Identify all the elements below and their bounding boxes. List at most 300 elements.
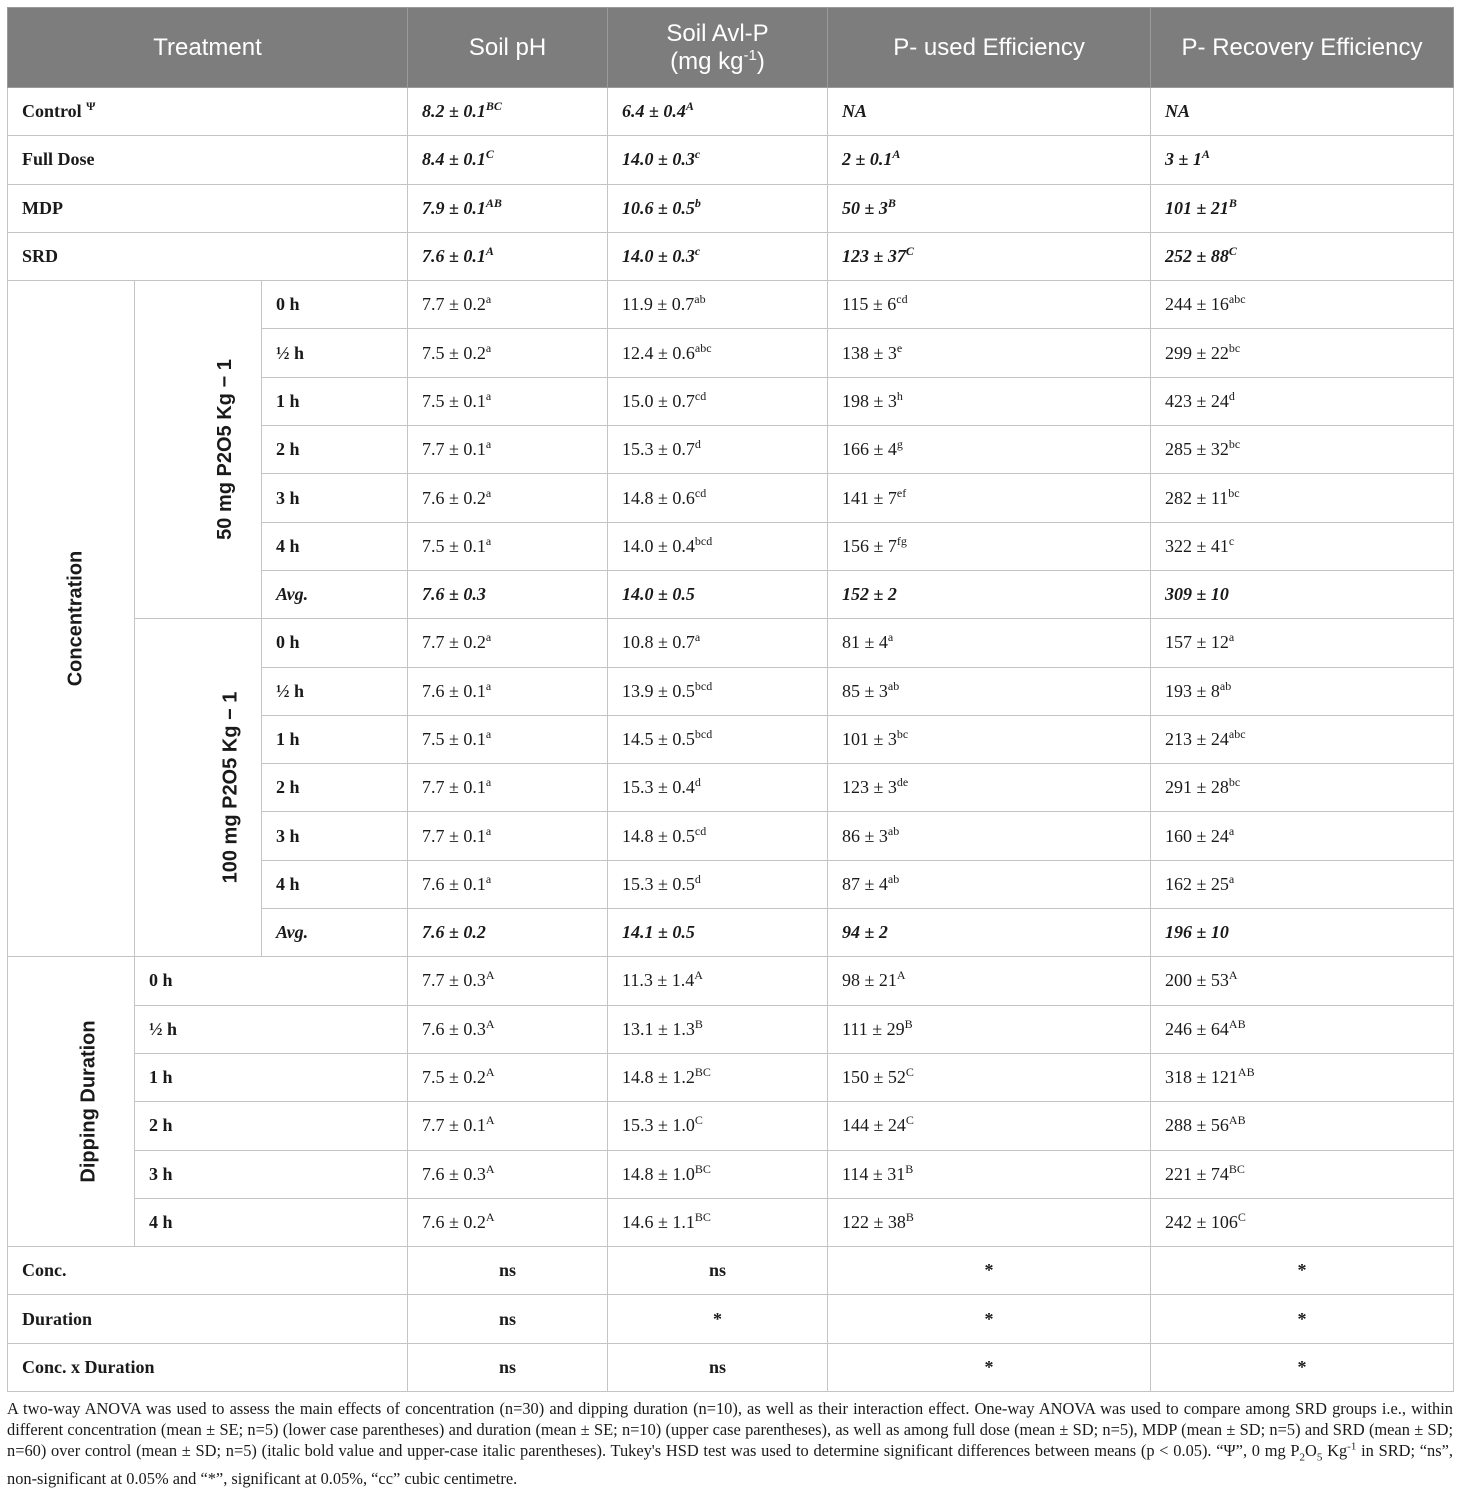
p-used-cell-letter: B [905,1209,914,1224]
p-used-cell-letter: e [896,340,903,355]
soil-avl-p-cell [608,88,828,136]
soil-avl-p-cell-letter: cd [694,388,707,403]
anova-significance-value: ns [709,1260,727,1281]
p-recovery-cell [1151,715,1454,763]
p-used-cell [828,426,1151,474]
p-recovery-cell [1151,812,1454,860]
p-used-cell [828,1102,1151,1150]
soil-ph-cell-letter: a [485,437,492,452]
p-used-cell-value: 115 ± 6 [842,294,897,315]
soil-avl-p-cell-letter: a [694,630,701,645]
soil-ph-cell-letter: A [485,1065,495,1080]
soil-ph-cell-value: 7.6 ± 0.3 [422,1163,486,1184]
anova-significance-value: * [713,1308,723,1329]
anova-significance-cell [608,1295,828,1343]
soil-ph-cell [408,619,608,667]
soil-avl-p-cell-letter: d [694,775,701,790]
soil-ph-cell [408,570,608,618]
soil-avl-p-cell [608,1053,828,1101]
p-recovery-cell [1151,329,1454,377]
time-label-text: 0 h [149,970,173,991]
time-label-text: ½ h [276,342,305,363]
soil-avl-p-cell-letter: BC [694,1161,711,1176]
table-container [7,7,1453,1489]
soil-avl-p-cell-letter: d [694,871,701,886]
soil-avl-p-cell-letter: ab [694,292,706,307]
time-label-text: 0 h [276,632,300,653]
soil-avl-p-cell-value: 14.8 ± 0.5 [622,825,695,846]
soil-avl-p-cell-value: 15.3 ± 0.5 [622,873,695,894]
anova-significance-value: ns [499,1260,517,1281]
soil-avl-p-cell [608,715,828,763]
p-used-cell-letter: C [905,1065,914,1080]
soil-ph-cell-value: 7.6 ± 0.2 [422,487,486,508]
p-recovery-cell-letter: bc [1228,437,1241,452]
soil-ph-cell-value: 7.6 ± 0.1 [422,246,486,267]
time-label [262,860,408,908]
time-label-text: 2 h [149,1115,173,1136]
soil-ph-cell-letter: A [485,1161,495,1176]
anova-significance-cell [1151,1295,1454,1343]
p-used-cell-value: 138 ± 3 [842,342,897,363]
p-used-cell-letter: A [892,147,901,162]
p-recovery-cell-value: 160 ± 24 [1165,825,1229,846]
soil-avl-p-cell [608,329,828,377]
results-table [7,7,1454,1392]
soil-avl-p-cell-value: 14.8 ± 1.2 [622,1067,695,1088]
soil-avl-p-cell [608,1102,828,1150]
anova-significance-value: * [1297,1260,1307,1281]
soil-ph-cell [408,1053,608,1101]
anova-row [8,1343,1454,1391]
p-used-cell [828,281,1151,329]
anova-significance-value: ns [499,1308,517,1329]
p-recovery-cell-value: 244 ± 16 [1165,294,1229,315]
soil-avl-p-cell [608,909,828,957]
soil-ph-cell [408,1198,608,1246]
soil-avl-p-cell-letter: A [694,968,703,983]
soil-ph-cell-value: 7.7 ± 0.2 [422,632,486,653]
anova-label-text: Duration [22,1308,93,1329]
soil-avl-p-cell [608,957,828,1005]
p-recovery-cell-value: 101 ± 21 [1165,197,1229,218]
table-row [8,136,1454,184]
soil-ph-cell-letter: a [485,292,492,307]
anova-significance-value: * [1297,1308,1307,1329]
p-recovery-cell-value: 291 ± 28 [1165,777,1229,798]
p-used-cell-value: 2 ± 0.1 [842,149,893,170]
time-label-text: 1 h [276,390,300,411]
soil-ph-cell-value: 7.6 ± 0.3 [422,1018,486,1039]
p-recovery-cell-letter: c [1228,533,1235,548]
time-label [262,522,408,570]
soil-avl-p-cell-value: 6.4 ± 0.4 [622,101,686,122]
soil-avl-p-cell [608,570,828,618]
p-recovery-cell [1151,136,1454,184]
table-row [8,281,1454,329]
anova-label [8,1343,408,1391]
treatment-name: Control [22,101,82,122]
treatment-name: MDP [22,197,63,218]
time-label-text: 2 h [276,439,300,460]
table-row [8,1150,1454,1198]
soil-avl-p-cell-letter: cd [694,823,707,838]
soil-ph-cell [408,329,608,377]
soil-ph-cell [408,860,608,908]
soil-avl-p-cell-letter: c [694,244,701,259]
soil-ph-cell-letter: AB [485,195,502,210]
soil-ph-cell-value: 7.5 ± 0.1 [422,535,486,556]
p-recovery-cell [1151,1005,1454,1053]
anova-significance-cell [1151,1247,1454,1295]
p-used-cell-value: 198 ± 3 [842,390,897,411]
soil-ph-cell [408,1150,608,1198]
time-label-text: 4 h [149,1211,173,1232]
soil-ph-cell-letter: A [485,1209,495,1224]
concentration-group-label-text: 100 mg P2O5 Kg − 1 [219,691,242,884]
p-recovery-cell-letter: B [1228,195,1237,210]
anova-significance-value: ns [709,1356,727,1377]
time-label [262,667,408,715]
p-used-cell-value: 86 ± 3 [842,825,888,846]
anova-significance-value: * [984,1356,994,1377]
p-recovery-cell [1151,909,1454,957]
soil-avl-p-cell-value: 14.5 ± 0.5 [622,729,695,749]
soil-ph-cell [408,88,608,136]
soil-ph-cell-value: 8.2 ± 0.1 [422,101,486,122]
p-used-cell [828,88,1151,136]
treatment-label [8,232,408,280]
p-recovery-cell [1151,474,1454,522]
soil-ph-cell [408,184,608,232]
p-used-cell-letter: a [887,630,894,645]
p-used-cell [828,812,1151,860]
soil-ph-cell [408,522,608,570]
p-used-cell-value: 101 ± 3 [842,729,897,749]
soil-avl-p-cell [608,1005,828,1053]
table-row [8,1053,1454,1101]
soil-avl-p-cell-value: 15.3 ± 0.4 [622,777,695,798]
soil-avl-p-cell [608,136,828,184]
p-recovery-cell-value: 196 ± 10 [1165,922,1229,943]
soil-avl-p-cell-letter: cd [694,485,707,500]
header-soil-ph: Soil pH [408,8,608,88]
soil-avl-p-cell-value: 14.8 ± 1.0 [622,1163,695,1184]
table-row [8,88,1454,136]
p-recovery-cell [1151,957,1454,1005]
p-used-cell-letter: B [904,1016,913,1031]
time-label [135,1102,408,1150]
table-row [8,1005,1454,1053]
p-used-cell-value: 98 ± 21 [842,970,897,991]
anova-significance-cell [608,1247,828,1295]
p-used-cell-value: 122 ± 38 [842,1211,906,1232]
p-used-cell [828,232,1151,280]
p-used-cell-value: 94 ± 2 [842,922,888,943]
soil-avl-p-cell-value: 14.0 ± 0.3 [622,149,695,170]
p-recovery-cell [1151,619,1454,667]
avg-label [262,909,408,957]
p-recovery-cell [1151,88,1454,136]
p-used-cell-value: 141 ± 7 [842,487,897,508]
soil-avl-p-cell-value: 14.8 ± 0.6 [622,487,695,508]
soil-ph-cell-letter: A [485,1016,495,1031]
table-row [8,957,1454,1005]
p-used-cell-letter: B [905,1161,914,1176]
p-used-cell [828,136,1151,184]
soil-ph-cell-value: 7.5 ± 0.2 [422,1067,486,1088]
p-used-cell [828,184,1151,232]
p-recovery-cell-value: 246 ± 64 [1165,1018,1229,1039]
p-recovery-cell-letter: bc [1228,775,1241,790]
p-recovery-cell-letter: ab [1219,678,1232,693]
table-row [8,619,1454,667]
p-recovery-cell-letter: d [1228,388,1235,403]
p-recovery-cell-value: 288 ± 56 [1165,1115,1229,1136]
soil-ph-cell [408,1102,608,1150]
soil-avl-p-cell-letter: c [694,147,701,162]
p-recovery-cell-letter: C [1228,244,1237,259]
soil-ph-cell-letter: a [485,727,492,741]
time-label [135,1053,408,1101]
p-used-cell [828,957,1151,1005]
soil-ph-cell-letter: a [485,630,492,645]
soil-ph-cell-letter: C [485,147,494,162]
anova-significance-cell [608,1343,828,1391]
soil-avl-p-cell-letter: bcd [694,678,713,693]
anova-significance-cell [408,1343,608,1391]
time-label-text: 3 h [276,487,300,508]
soil-avl-p-cell [608,426,828,474]
soil-avl-p-cell [608,812,828,860]
soil-ph-cell-value: 7.9 ± 0.1 [422,197,486,218]
anova-significance-cell [1151,1343,1454,1391]
time-label-text: 4 h [276,873,300,894]
p-used-cell-value: 87 ± 4 [842,873,888,894]
p-used-cell [828,860,1151,908]
p-recovery-cell-value: 162 ± 25 [1165,873,1229,894]
soil-avl-p-cell-letter: d [694,437,701,452]
soil-ph-cell-letter: a [485,823,492,838]
header-p-recovery-efficiency: P- Recovery Efficiency [1151,8,1454,88]
p-used-cell [828,1198,1151,1246]
soil-ph-cell [408,667,608,715]
table-row [8,1102,1454,1150]
soil-avl-p-cell [608,377,828,425]
soil-ph-cell [408,377,608,425]
soil-avl-p-cell-letter: C [694,1113,703,1128]
p-recovery-cell-value: 423 ± 24 [1165,390,1229,411]
anova-label [8,1247,408,1295]
soil-avl-p-cell-value: 11.3 ± 1.4 [622,970,695,991]
p-used-cell [828,764,1151,812]
soil-ph-cell [408,715,608,763]
dipping-duration-label-text: Dipping Duration [77,1020,100,1183]
time-label [135,1150,408,1198]
p-recovery-cell [1151,860,1454,908]
p-recovery-cell-letter: A [1228,968,1238,983]
soil-avl-p-cell [608,619,828,667]
soil-ph-cell-value: 7.7 ± 0.1 [422,777,486,798]
time-label [262,619,408,667]
concentration-label [8,281,135,957]
p-recovery-cell-letter: a [1228,871,1235,886]
soil-ph-cell [408,909,608,957]
p-used-cell [828,1150,1151,1198]
soil-ph-cell-letter: a [485,340,492,355]
p-used-cell [828,715,1151,763]
concentration-group-label [135,281,262,619]
concentration-group-label-text: 50 mg P2O5 Kg − 1 [213,359,236,541]
soil-ph-cell [408,812,608,860]
p-used-cell-value: 50 ± 3 [842,197,888,218]
p-recovery-cell-value: 3 ± 1 [1165,149,1202,170]
anova-label-text: Conc. [22,1260,67,1281]
anova-row [8,1295,1454,1343]
soil-avl-p-cell [608,281,828,329]
p-used-cell-value: 81 ± 4 [842,632,888,653]
p-recovery-cell-value: 282 ± 11 [1165,487,1229,508]
soil-avl-p-cell-value: 14.0 ± 0.3 [622,246,695,267]
anova-significance-cell [408,1295,608,1343]
soil-avl-p-cell-value: 13.9 ± 0.5 [622,680,695,701]
p-used-cell-letter: fg [896,533,907,548]
soil-avl-p-cell-letter: bcd [694,533,713,548]
time-label-text: 1 h [149,1067,173,1088]
soil-ph-cell-value: 7.6 ± 0.3 [422,584,486,605]
soil-avl-p-cell-value: 14.1 ± 0.5 [622,922,695,943]
p-recovery-cell-value: 157 ± 12 [1165,632,1229,653]
soil-ph-cell-value: 7.7 ± 0.3 [422,970,486,991]
p-used-cell-letter: g [896,437,903,452]
p-used-cell [828,329,1151,377]
soil-ph-cell-value: 8.4 ± 0.1 [422,149,486,170]
p-recovery-cell-value: 322 ± 41 [1165,535,1229,556]
time-label-text: 2 h [276,777,300,798]
concentration-group-label [135,619,262,957]
p-recovery-cell [1151,1198,1454,1246]
soil-avl-p-cell [608,667,828,715]
time-label-text: 0 h [276,294,300,315]
p-used-cell-letter: ab [887,871,900,886]
soil-avl-p-cell-value: 15.3 ± 1.0 [622,1115,695,1136]
p-recovery-cell-letter: bc [1228,485,1240,500]
p-used-cell-letter: ef [896,485,907,500]
time-label [135,1005,408,1053]
p-used-cell-letter: de [896,775,909,790]
p-used-cell [828,522,1151,570]
p-recovery-cell-letter: bc [1228,340,1241,355]
soil-ph-cell-letter: A [485,968,495,983]
p-recovery-cell-letter: AB [1228,1113,1246,1128]
p-recovery-cell [1151,764,1454,812]
p-recovery-cell-value: 242 ± 106 [1165,1211,1238,1232]
time-label-text: 1 h [276,729,300,749]
time-label [262,474,408,522]
treatment-label [8,136,408,184]
soil-ph-cell-letter: a [485,678,492,693]
p-recovery-cell-letter: a [1228,630,1235,645]
header-soil-avl-p: Soil Avl-P (mg $kg^{-1}$) [608,8,828,88]
soil-ph-cell-value: 7.6 ± 0.2 [422,922,486,943]
p-used-cell [828,1053,1151,1101]
anova-significance-cell [828,1343,1151,1391]
time-label-text: 3 h [276,825,300,846]
time-label [135,957,408,1005]
p-used-cell [828,619,1151,667]
time-label-text: ½ h [276,680,305,701]
p-recovery-cell-value: 193 ± 8 [1165,680,1220,701]
anova-row [8,1247,1454,1295]
p-used-cell-letter: C [905,244,914,259]
p-recovery-cell-value: 299 ± 22 [1165,342,1229,363]
p-recovery-cell [1151,522,1454,570]
soil-avl-p-cell [608,184,828,232]
p-recovery-cell [1151,570,1454,618]
time-label [262,715,408,763]
p-recovery-cell-letter: abc [1228,727,1246,741]
soil-avl-p-cell-value: 14.0 ± 0.5 [622,584,695,605]
p-used-cell-value: 123 ± 3 [842,777,897,798]
p-recovery-cell-value: 285 ± 32 [1165,439,1229,460]
p-used-cell-value: 111 ± 29 [842,1018,905,1039]
time-label [262,377,408,425]
p-recovery-cell [1151,1102,1454,1150]
soil-avl-p-cell-letter: abc [694,340,712,355]
anova-significance-value: * [1297,1356,1307,1377]
soil-avl-p-cell-value: 15.3 ± 0.7 [622,439,695,460]
p-recovery-cell-letter: A [1201,147,1210,162]
time-label-text: 3 h [149,1163,173,1184]
p-used-cell-letter: B [887,195,896,210]
p-recovery-cell [1151,377,1454,425]
table-footnote: A two-way ANOVA was used to assess the main effects of concentration (n=30) and dipping duration (n=10), as well as their interaction effect. One-way ANOVA was used to compare among SRD groups i.e., within different concentration (mean ± SE; n=5) (lower case parentheses) and duration (mean ± SE; n=10) (upper case parentheses), as well as among full dose (mean ± SD; n=5), MDP (mean ± SD; n=5) and SRD (mean ± SD; n=60) over control (mean ± SD; n=5) (italic bold value and upper-case italic parentheses). Tukey's HSD test was used to determine significant differences between means (p < 0.05). “Ψ”, 0 mg $P_2O_5$ $Kg^{-1}$ in SRD; “ns”, non-significant at 0.05% and “*”, significant at 0.05%, “cc” cubic centimetre. [7,1399,1453,1489]
avg-label-text: Avg. [276,584,309,605]
p-used-cell-letter: C [905,1113,914,1128]
soil-ph-cell-letter: a [485,388,492,403]
anova-significance-cell [408,1247,608,1295]
p-recovery-cell [1151,1150,1454,1198]
soil-ph-cell-value: 7.6 ± 0.1 [422,873,486,894]
p-used-cell-letter: ab [887,823,900,838]
p-recovery-cell-value: 318 ± 121 [1165,1067,1238,1088]
table-row [8,232,1454,280]
time-label [262,812,408,860]
p-used-cell-value: NA [842,101,868,122]
soil-ph-cell-value: 7.6 ± 0.1 [422,680,486,701]
soil-avl-p-cell-letter: bcd [694,727,713,741]
soil-ph-cell [408,1005,608,1053]
treatment-name: SRD [22,246,59,267]
soil-ph-cell [408,281,608,329]
p-recovery-cell [1151,281,1454,329]
p-recovery-cell-letter: AB [1237,1065,1255,1080]
soil-avl-p-cell [608,1198,828,1246]
soil-ph-cell-letter: A [485,244,494,259]
p-recovery-cell [1151,426,1454,474]
anova-significance-cell [828,1247,1151,1295]
soil-avl-p-cell [608,232,828,280]
soil-ph-cell-letter: a [485,775,492,790]
treatment-label [8,184,408,232]
p-used-cell-letter: A [896,968,906,983]
soil-ph-cell [408,232,608,280]
anova-significance-value: ns [499,1356,517,1377]
p-used-cell-value: 156 ± 7 [842,535,897,556]
soil-ph-cell [408,426,608,474]
soil-ph-cell-value: 7.5 ± 0.1 [422,729,486,749]
avg-label [262,570,408,618]
